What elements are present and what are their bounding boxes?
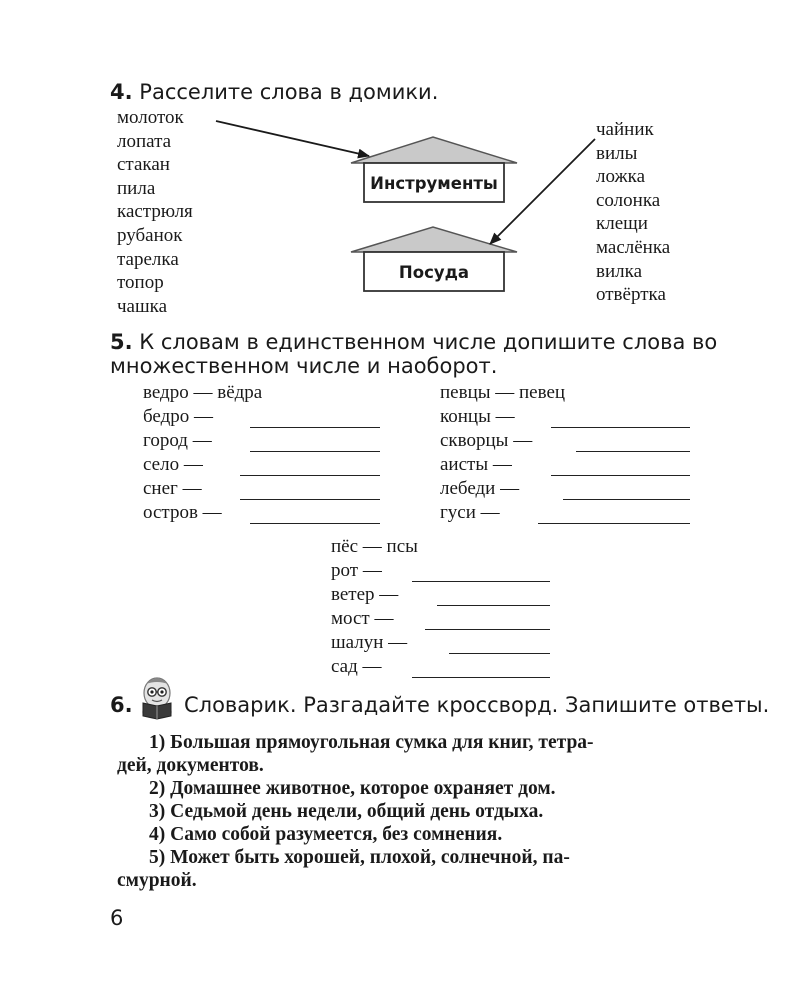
house-roof — [351, 227, 517, 252]
word-item: ложка — [596, 166, 646, 188]
singular-word: снег — [143, 478, 178, 499]
singular-word: пёс — [331, 536, 359, 557]
word-pair — [331, 584, 398, 606]
answer-blank[interactable] — [551, 475, 690, 476]
word-pair — [143, 478, 202, 500]
word-item: топор — [117, 272, 164, 294]
word-item: стакан — [117, 154, 170, 176]
dash: — — [362, 536, 382, 557]
dash: — — [513, 430, 533, 451]
dash: — — [379, 584, 399, 605]
task6-number: 6. — [110, 693, 133, 717]
dash: — — [495, 406, 515, 427]
answer-blank[interactable] — [551, 427, 690, 428]
word-item: чашка — [117, 295, 167, 317]
dash: — — [193, 382, 213, 403]
word-item: солонка — [596, 189, 661, 211]
dash: — — [500, 478, 520, 499]
dash: — — [374, 608, 394, 629]
answer-blank[interactable] — [250, 451, 380, 452]
singular-word: сад — [331, 656, 358, 677]
word-pair — [143, 430, 212, 452]
word-pair — [331, 656, 382, 678]
singular-word: ведро — [143, 382, 189, 403]
dash: — — [480, 502, 500, 523]
clue-item-continuation: дей, документов. — [117, 755, 264, 776]
task5-number: 5. — [110, 330, 133, 354]
word-pair — [440, 382, 565, 404]
dash: — — [495, 382, 515, 403]
plural-word: лебеди — [440, 478, 496, 499]
singular-word: мост — [331, 608, 370, 629]
plural-word: концы — [440, 406, 491, 427]
answer-blank[interactable] — [412, 581, 550, 582]
dash: — — [362, 656, 382, 677]
task5-instruction-line2: множественном числе и наоборот. — [110, 354, 498, 378]
clue-item: 3) Седьмой день недели, общий день отдыха. — [149, 801, 544, 822]
word-item: молоток — [117, 107, 184, 128]
house-roof — [351, 137, 517, 163]
word-item: вилка — [596, 260, 642, 282]
answer-blank[interactable] — [240, 499, 380, 500]
answer-text: вёдра — [217, 382, 263, 403]
dash: — — [182, 478, 202, 499]
dash: — — [202, 502, 222, 523]
task4-instruction: Расселите слова в домики. — [139, 80, 439, 104]
singular-word: шалун — [331, 632, 384, 653]
word-item: клещи — [596, 213, 648, 235]
answer-blank[interactable] — [250, 523, 380, 524]
singular-word: ветер — [331, 584, 375, 605]
clue-item-continuation: смурной. — [117, 870, 197, 891]
word-item: чайник — [596, 119, 654, 140]
answer-blank[interactable] — [437, 605, 550, 606]
task5-heading — [110, 330, 717, 378]
house-label-instruments: Инструменты — [370, 174, 498, 193]
arrow-to-instruments — [216, 121, 369, 156]
word-pair — [331, 608, 393, 630]
task6-number-wrap — [110, 693, 133, 717]
singular-word: село — [143, 454, 180, 475]
clue-item: 2) Домашнее животное, которое охраняет дом. — [149, 778, 556, 799]
plural-word: скворцы — [440, 430, 509, 451]
dash: — — [492, 454, 512, 475]
answer-text: певец — [519, 382, 566, 403]
word-item: отвёртка — [596, 284, 666, 306]
word-pair — [143, 406, 213, 428]
answer-blank[interactable] — [412, 677, 550, 678]
dash: — — [183, 454, 203, 475]
singular-word: рот — [331, 560, 359, 581]
word-pair — [440, 406, 515, 428]
word-item: рубанок — [117, 224, 183, 246]
task6-instruction: Словарик. Разгадайте кроссворд. Запишите ответы. — [184, 693, 770, 717]
answer-text: псы — [386, 536, 418, 557]
answer-blank[interactable] — [576, 451, 690, 452]
clue-item: 4) Само собой разумеется, без сомнения. — [149, 824, 503, 845]
dash: — — [192, 430, 212, 451]
plural-word: гуси — [440, 502, 476, 523]
answer-blank[interactable] — [449, 653, 550, 654]
word-pair — [440, 454, 512, 476]
answer-blank[interactable] — [538, 523, 690, 524]
plural-word: аисты — [440, 454, 489, 475]
arrow-to-dishes — [490, 139, 595, 244]
dash: — — [362, 560, 382, 581]
word-item: пила — [117, 177, 156, 199]
word-pair — [331, 560, 382, 582]
word-pair — [143, 454, 203, 476]
answer-blank[interactable] — [563, 499, 690, 500]
answer-blank[interactable] — [250, 427, 380, 428]
page-number: 6 — [110, 906, 124, 930]
word-pair — [440, 502, 500, 524]
word-item: кастрюля — [117, 201, 193, 223]
answer-blank[interactable] — [240, 475, 380, 476]
plural-word: певцы — [440, 382, 491, 403]
task4-number: 4. — [110, 80, 133, 104]
word-item: лопата — [117, 130, 172, 152]
house-label-dishes: Посуда — [398, 263, 470, 282]
clue-item: 5) Может быть хорошей, плохой, солнечной, па- — [149, 847, 570, 868]
dash: — — [194, 406, 214, 427]
answer-blank[interactable] — [425, 629, 550, 630]
word-item: маслёнка — [596, 236, 671, 258]
mascot-reading-icon — [137, 672, 179, 720]
task6-clue-list — [117, 731, 712, 892]
singular-word: город — [143, 430, 188, 451]
word-pair — [440, 430, 532, 452]
word-pair — [331, 632, 407, 654]
clue-item: 1) Большая прямоугольная сумка для книг, тетра- — [149, 732, 594, 753]
dash: — — [388, 632, 408, 653]
word-pair — [143, 502, 222, 524]
word-pair — [143, 382, 262, 404]
word-pair — [331, 536, 418, 558]
word-item: вилы — [596, 142, 638, 164]
word-item: тарелка — [117, 248, 179, 270]
singular-word: бедро — [143, 406, 190, 427]
singular-word: остров — [143, 502, 198, 523]
word-pair — [440, 478, 519, 500]
task5-instruction-line1: К словам в единственном числе допишите слова во — [139, 330, 718, 354]
